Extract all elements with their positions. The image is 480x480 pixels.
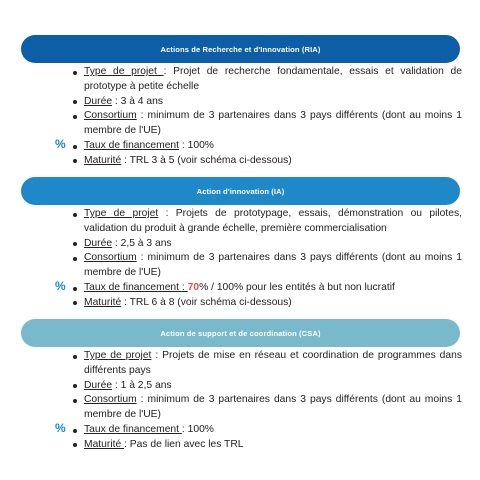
ia-details-list [70,207,462,311]
item-label: Taux de financement [84,423,182,435]
percent-icon: % [55,421,66,435]
item-text: : Pas de lien avec les TRL [124,438,244,450]
list-item [70,154,462,169]
item-text: : TRL 6 à 8 (voir schéma ci-dessous) [121,296,292,308]
list-item [70,393,462,423]
item-text: : minimum de 3 partenaires dans 3 pays différents (dont au moins 1 membre de l'UE) [84,394,462,421]
item-text: : 100% [181,423,214,435]
list-item [70,139,462,154]
item-text: % / 100% pour les entités à but non lucratif [199,281,395,293]
item-text: : 100% [179,139,214,151]
section-header-ria: Actions de Recherche et d'Innovation (RIA) [21,35,460,63]
item-label: Taux de financement [84,139,180,151]
list-item [70,379,462,394]
item-label: Type de projet [84,208,159,219]
item-text: : Projet de recherche fondamentale, essais et validation de prototype à petite échelle [84,66,462,92]
percent-icon: % [55,279,66,293]
item-text: : minimum de 3 partenaires dans 3 pays différents (dont au moins 1 membre de l'UE) [84,110,462,137]
item-label: Consortium [84,394,137,406]
item-label: Taux de financement [84,281,182,293]
item-label: Durée [84,379,113,391]
item-text: : TRL 3 à 5 (voir schéma ci-dessous) [121,154,292,166]
item-text-before: : [181,281,188,293]
percent-icon: % [55,137,66,151]
ria-details-list [70,65,462,169]
list-item [70,438,462,453]
item-text: : Projets de prototypage, essais, démonstration ou pilotes, validation du produit à grande échelle, première commercialisation [84,208,462,234]
funding-rate-highlight: 70 [187,281,200,293]
list-item [70,281,462,296]
item-text: : 1 à 2,5 ans [112,379,172,391]
list-item [70,109,462,139]
item-text: : 3 à 4 ans [112,95,163,107]
list-item [70,237,462,252]
section-header-csa: Action de support et de coordination (CSA) [21,319,460,347]
section-header-ia: Action d'innovation (IA) [21,177,460,205]
csa-details-list [70,349,462,453]
list-item [70,251,462,281]
item-text: : 2,5 à 3 ans [112,237,172,249]
list-item [70,296,462,311]
item-label: Durée [84,95,113,107]
list-item [70,207,462,237]
list-item [70,349,462,379]
list-item [70,423,462,438]
list-item [70,65,462,95]
item-text: : minimum de 3 partenaires dans 3 pays différents (dont au moins 1 membre de l'UE) [84,252,462,279]
item-label: Maturité [84,154,122,166]
list-item [70,95,462,110]
item-label: Type de projet [84,350,152,361]
item-label: Durée [84,237,113,249]
item-label: Type de projet [84,66,164,77]
item-label: Maturité [84,296,122,308]
item-text: : Projets de mise en réseau et coordination de programmes dans différents pays [84,350,462,376]
item-label: Maturité [84,438,125,450]
item-label: Consortium [84,252,137,264]
item-label: Consortium [84,110,137,122]
